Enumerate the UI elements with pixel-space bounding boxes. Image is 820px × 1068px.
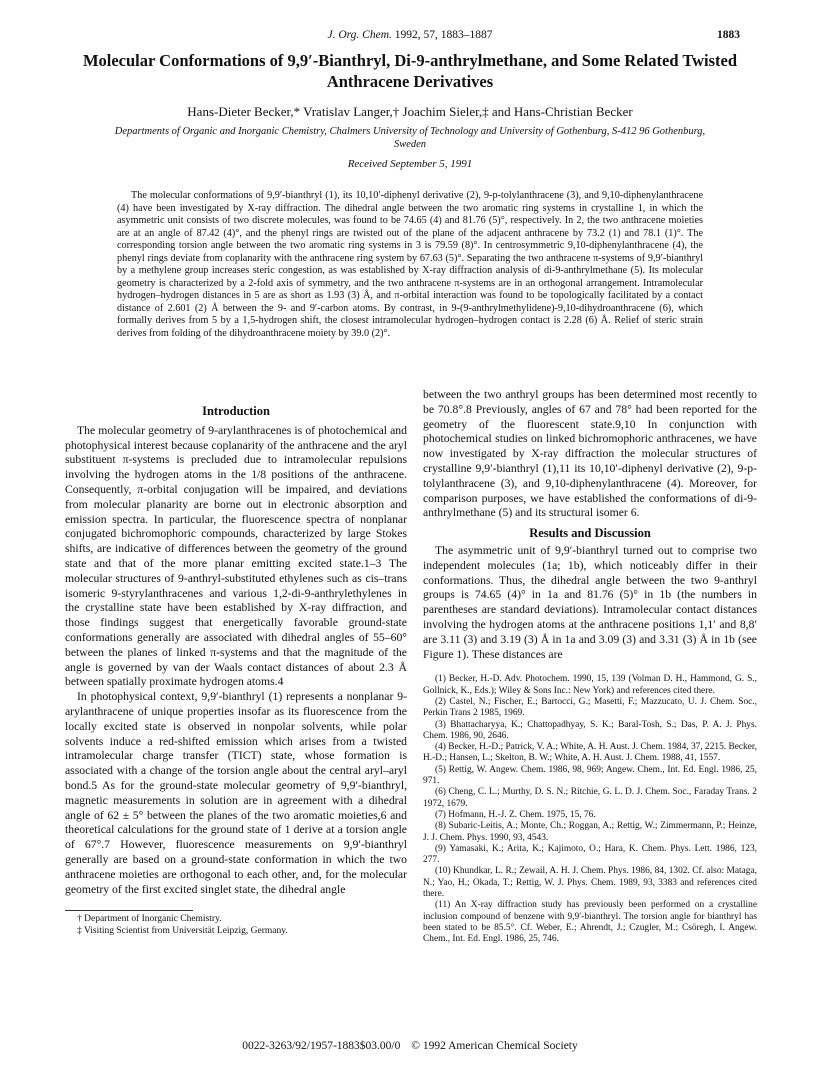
intro-paragraph-2: In photophysical context, 9,9′-bianthryl (1) represents a nonplanar 9-arylanthracene of unique properties insofar as its fluorescence from the locally excited state is observed in nonpolar solvents, while polar solvents induce a red-shifted emission which arises from a twisted intramolecular charge transfer (TICT) state, whose formation is associated with a change of the torsion angle about the central aryl–aryl bond.5 As for the ground-state molecular geometry of 9,9′-bianthryl, magnetic measurements in solution are in agreement with a dihedral angle of 62 ± 5° between the planes of the two aromatic moieties,6 and theoretical calculations for the ground state of 1 derive at a torsion angle of 67°.7 However, fluorescence measurements on 9,9′-bianthryl generally are based on a ground-state conformation in which the two anthracene moieties are orthogonal to each other, and, for the molecular geometry of the first excited singlet state, the dihedral angle (65, 690, 407, 896)
reference-item: (11) An X-ray diffraction study has previously been performed on a crystalline inclusion compound of benzene with 9,9′-bianthryl. The torsion angle for bianthryl has been stated to be 85.5°. Cf. Weber, E.; Ahrendt, J.; Czugler, M.; Csöregh, I. Angew. Chem., Int. Ed. Engl. 1986, 25, 746. (423, 900, 757, 945)
journal-name: J. Org. Chem. (327, 29, 392, 41)
reference-item: (2) Castel, N.; Fischer, E.; Bartocci, G.; Masetti, F.; Mazzucato, U. J. Chem. Soc., Perkin Trans 2 1985, 1969. (423, 696, 757, 719)
section-heading-results: Results and Discussion (529, 526, 651, 541)
received-date: Received September 5, 1991 (347, 158, 473, 170)
footnote-dagger: † Department of Inorganic Chemistry. (77, 914, 222, 925)
copyright: © 1992 American Chemical Society (411, 1040, 578, 1052)
results-paragraph-1: The asymmetric unit of 9,9′-bianthryl turned out to comprise two independent molecules (1a; 1b), which noticeably differ in their conformations. Thus, the dihedral angle between the two 9-anthryl groups is 74.65 (4)° in 1a and 81.76 (5)° in 1b (the numbers in parentheses are standard deviations). Intramolecular contact distances involving the hydrogen atoms at the anthracene positions 1,1′ and 8,8′ are 3.11 (3) and 3.19 (3) Å in 1a and 3.09 (3) and 3.31 (3) Å in 1b (see Figure 1). These distances are (423, 543, 757, 661)
page-footer (90, 1040, 730, 1052)
section-heading-introduction: Introduction (202, 404, 270, 418)
article-code: 0022-3263/92/1957-1883$03.00/0 (242, 1040, 401, 1052)
right-column (423, 388, 757, 945)
abstract: The molecular conformations of 9,9′-bianthryl (1), its 10,10′-diphenyl derivative (2), 9-p-tolylanthracene (3), and 9,10-diphenylanthracene (4) have been investigated by X-ray diffraction. The dihedral angle between the two aromatic ring systems in crystalline 1, in which the asymmetric unit consists of two discrete molecules, was found to be 74.65 (4) and 81.76 (5)°, respectively. In 2, the two anthracene moieties are at an angle of 87.42 (4)°, and the phenyl rings are twisted out of the plane of the adjacent anthracene by 73.2 (1) and 78.1 (1)°. The corresponding torsion angle between the two aromatic ring systems in 3 is 79.59 (8)°. In centrosymmetric 9,10-diphenylanthracene (4), the phenyl rings deviate from coplanarity with the anthracene ring system by 67.63 (5)°. Separating the two anthracene π-systems of 9,9′-bianthryl by a methylene group increases steric congestion, as was established by X-ray diffraction analysis of di-9-anthrylmethane (5). Its molecular geometry is characterized by a 2-fold axis of symmetry, and the two anthracene π-systems are in an orthogonal arrangement. Intramolecular hydrogen–hydrogen distances in 5 are as short as 1.93 (3) Å, and π-orbital interaction was found to be topologically facilitated by a contact distance of 2.601 (2) Å between the 9- and 9′-carbon atoms. By contrast, in 9-(9-anthrylmethylidene)-9,10-dihydroanthracene (6), which formally derives from 5 by a 1,5-hydrogen shift, the closest intramolecular hydrogen–hydrogen contact is 2.28 (6) Å. Relief of steric strain derives from folding of the dihydroanthracene moiety by 39.0 (2)°. (117, 190, 703, 339)
footnote-double-dagger: ‡ Visiting Scientist from Universität Leipzig, Germany. (77, 925, 288, 936)
reference-item: (3) Bhattacharyya, K.; Chattopadhyay, S. K.; Baral-Tosh, S.; Das, P. A. J. Phys. Chem. 1986, 90, 2646. (423, 719, 757, 741)
intro-paragraph-3: between the two anthryl groups has been determined most recently to be 70.8°.8 Previously, angles of 67 and 78° had been reported for the geometry of the fluorescent state.9,10 In conjunction with photochemical studies on linked bichromophoric anthracenes, we have now investigated by X-ray diffraction the molecular structures of crystalline 9,9′-bianthryl (1),11 its 10,10′-diphenyl derivative (2), 9-p-tolylanthracene (3), and 9,10-diphenylanthracene (4). Moreover, for comparison purposes, we have established the conformations of di-9-anthrylmethane (5) and its structural isomer 6. (423, 388, 757, 520)
article-title: Molecular Conformations of 9,9′-Bianthryl, Di-9-anthrylmethane, and Some Related Twisted Anthracene Derivatives (82, 51, 738, 91)
running-header (80, 29, 740, 45)
reference-item: (7) Hofmann, H.-J. Z. Chem. 1975, 15, 76. (435, 809, 596, 820)
reference-item: (8) Subaric-Leitis, A.; Monte, Ch.; Roggan, A.; Rettig, W.; Zimmermann, P.; Heinze, J. J. Chem. Phys. 1990, 93, 4543. (423, 821, 757, 843)
journal-citation: 1992, 57, 1883–1887 (394, 29, 493, 41)
reference-item: (9) Yamasaki, K.; Arita, K.; Kajimoto, O.; Hara, K. Chem. Phys. Lett. 1986, 123, 277. (423, 843, 757, 866)
author-list: Hans-Dieter Becker,* Vratislav Langer,† Joachim Sieler,‡ and Hans-Christian Becker (187, 104, 633, 119)
reference-item: (4) Becker, H.-D.; Patrick, V. A.; White, A. H. Aust. J. Chem. 1984, 37, 2215. Becker, H.-D.; Hansen, L.; Skelton, B. W.; White, A. H. Aust. J. Chem. 1988, 41, 1557. (423, 742, 757, 764)
reference-item: (1) Becker, H.-D. Adv. Photochem. 1990, 15, 139 (Volman D. H., Hammond, G. S., Gollnick, K., Eds.); Wiley & Sons Inc.: New York) and references cited there. (423, 674, 757, 696)
reference-list (423, 674, 757, 945)
reference-item: (5) Rettig, W. Angew. Chem. 1986, 98, 969; Angew. Chem., Int. Ed. Engl. 1986, 25, 971. (423, 764, 757, 787)
footnote-divider (65, 910, 193, 911)
reference-item: (10) Khundkar, L. R.; Zewail, A. H. J. Chem. Phys. 1986, 84, 1302. Cf. also: Mataga, N.; Yao, H.; Okada, T.; Rettig, W. J. Phys. Chem. 1989, 93, 3383 and references cited there. (423, 866, 757, 899)
intro-paragraph-1: The molecular geometry of 9-arylanthracenes is of photochemical and photophysical interest because coplanarity of the anthracene and the aryl substituent π-systems is precluded due to intramolecular repulsions involving the hydrogen atoms in the 1/8 positions of the anthracene. Consequently, π-orbital conjugation will be impaired, and deviations from molecular planarity are borne out in electronic absorption and emission spectra. In particular, the fluorescence spectra of nonplanar conjugated bichromophoric compounds, characterized by large Stokes shifts, are indicative of differences between the geometry of the ground state and that of the more planar emitting excited state.1–3 The molecular structures of 9-anthryl-substituted ethylenes such as cis–trans isomeric 9-styrylanthracenes and various 1,2-di-9-anthrylethylenes in the crystalline state have been established by X-ray diffraction, and those findings suggest that energetically favorable ground-state conformations generally are associated with dihedral angles of 55–60° between the planes of linked π-systems and that the magnitude of the angle is governed by van der Waals contact distances of about 2.3 Å between spatially proximate hydrogen atoms.4 (65, 423, 407, 689)
affiliation: Departments of Organic and Inorganic Chemistry, Chalmers University of Technology and University of Gothenburg, S-412 96 Gothenburg, Sweden (114, 126, 706, 150)
page-number: 1883 (717, 29, 740, 41)
reference-item: (6) Cheng, C. L.; Murthy, D. S. N.; Ritchie, G. L. D. J. Chem. Soc., Faraday Trans. 2 1972, 1679. (423, 787, 757, 809)
left-column (65, 404, 407, 937)
